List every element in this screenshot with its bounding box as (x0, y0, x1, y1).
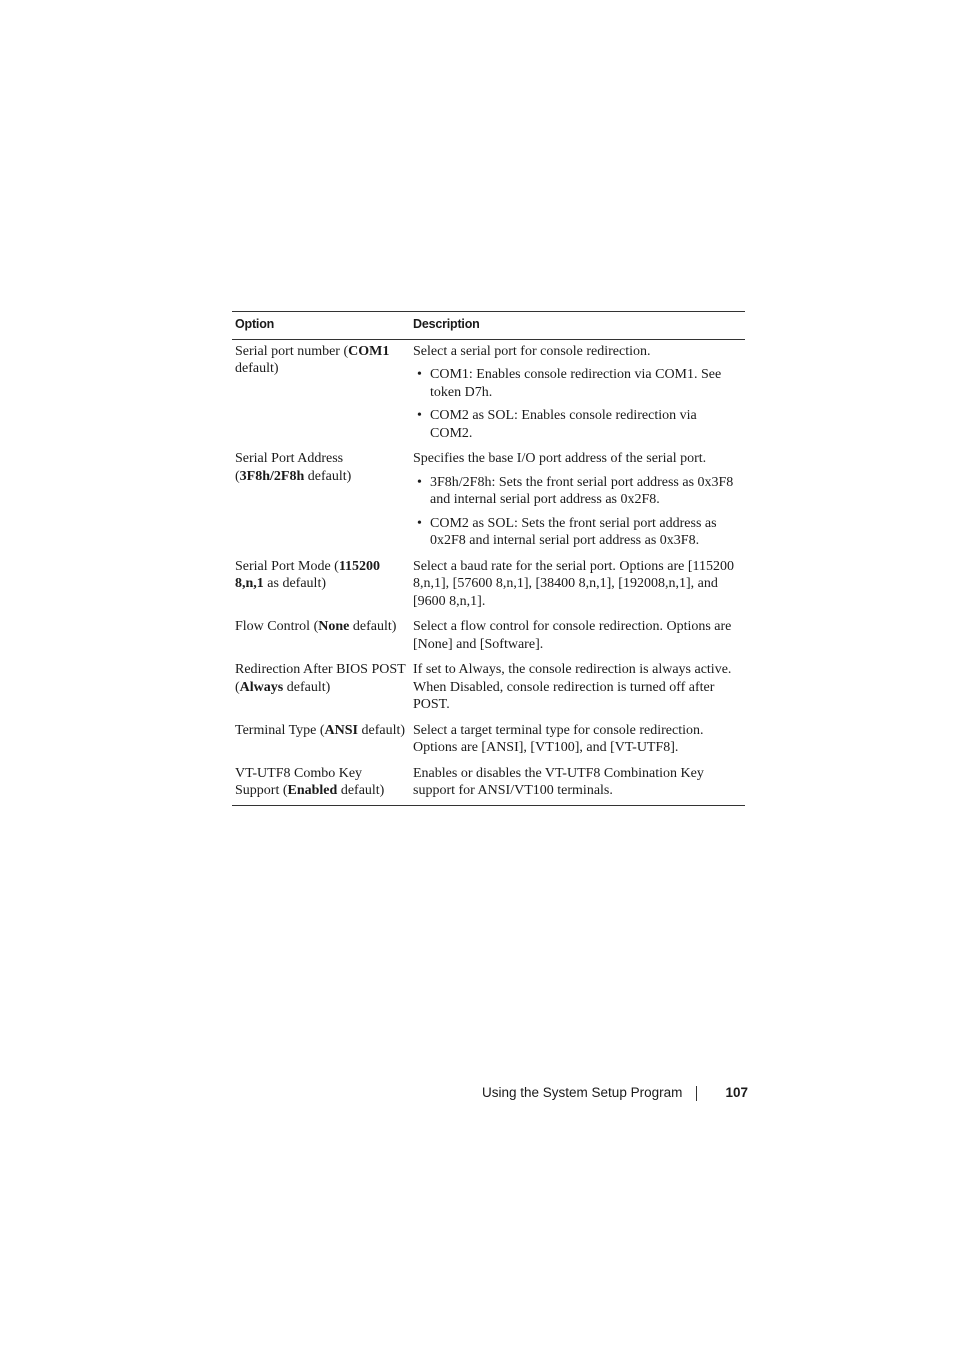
option-default-value: ANSI (324, 722, 358, 738)
option-cell (232, 659, 410, 720)
option-default-suffix: default) (283, 679, 331, 695)
options-table-container (232, 311, 745, 806)
table-row (232, 720, 745, 763)
option-cell (232, 556, 410, 617)
bullet-text: 3F8h/2F8h: Sets the front serial port address as 0x3F8 and internal serial port address as 0x2F8. (430, 474, 734, 507)
bullet-text: COM2 as SOL: Enables console redirection via COM2. (430, 408, 697, 441)
table-row (232, 763, 745, 806)
footer-separator (696, 1086, 697, 1101)
option-cell (232, 616, 410, 659)
option-cell (232, 339, 410, 448)
option-default-suffix: default) (337, 783, 385, 798)
table-header-row (232, 312, 745, 340)
description-cell (410, 448, 745, 556)
table-row (232, 448, 745, 556)
description-cell (410, 763, 745, 806)
bullet-icon: • (417, 408, 422, 423)
description-text: Select a serial port for console redirection. (413, 343, 651, 359)
description-text: Specifies the base I/O port address of the serial port. (413, 451, 707, 466)
bullet-text: COM2 as SOL: Sets the front serial port address as 0x2F8 and internal serial port address as 0x3F8. (430, 515, 717, 548)
description-cell (410, 616, 745, 659)
option-name: Serial port number ( (235, 343, 349, 359)
table-row (232, 339, 745, 448)
description-text: Enables or disables the VT-UTF8 Combination Key support for ANSI/VT100 terminals. (413, 765, 704, 798)
description-text: Select a baud rate for the serial port. Options are [115200 8,n,1], [57600 8,n,1], [38400 8,n,1], [192008,n,1], and [9600 8,n,1]. (413, 558, 734, 609)
page-footer (482, 1083, 748, 1103)
option-default-value: 3F8h/2F8h (239, 468, 305, 484)
option-name: Redirection After BIOS POST ( (235, 662, 406, 695)
option-name: Serial Port Address ( (235, 451, 344, 484)
option-default-suffix: default) (349, 619, 397, 634)
options-table (232, 311, 745, 806)
bullet-icon: • (417, 474, 422, 490)
table-row (232, 556, 745, 617)
option-cell (232, 720, 410, 763)
bullet-text: COM1: Enables console redirection via COM1. See token D7h. (430, 367, 722, 400)
option-default-value: None (318, 619, 350, 634)
description-cell (410, 659, 745, 720)
list-item (413, 474, 742, 509)
bullet-icon: • (417, 515, 422, 531)
header-option: Option (232, 312, 410, 340)
option-name: VT-UTF8 Combo Key Support ( (235, 765, 363, 798)
bullet-icon: • (417, 367, 422, 382)
table-row (232, 659, 745, 720)
description-cell (410, 339, 745, 448)
option-name: Flow Control ( (235, 619, 319, 634)
description-text: Select a flow control for console redirection. Options are [None] and [Software]. (413, 619, 732, 652)
description-bullet-list (413, 366, 742, 442)
option-cell (232, 763, 410, 806)
description-cell (410, 556, 745, 617)
table-row (232, 616, 745, 659)
option-default-suffix: as default) (263, 576, 326, 591)
option-cell (232, 448, 410, 556)
option-default-suffix: default) (235, 361, 279, 376)
option-default-value: Enabled (287, 783, 338, 798)
footer-title: Using the System Setup Program (482, 1085, 683, 1100)
option-default-value: Always (239, 679, 284, 695)
option-name: Serial Port Mode ( (235, 558, 339, 574)
description-text: If set to Always, the console redirection is always active. When Disabled, console redirection is turned off after POST. (413, 662, 732, 712)
header-description: Description (410, 312, 745, 340)
description-cell (410, 720, 745, 763)
description-bullet-list (413, 474, 742, 550)
option-default-value: 115200 8,n,1 (235, 558, 381, 591)
list-item (413, 515, 742, 550)
option-name: Terminal Type ( (235, 722, 325, 738)
list-item (413, 366, 742, 401)
option-default-suffix: default) (358, 722, 406, 738)
description-text: Select a target terminal type for console redirection. Options are [ANSI], [VT100], and [VT-UTF8]. (413, 722, 704, 755)
option-default-suffix: default) (304, 468, 352, 484)
list-item (413, 407, 742, 442)
table-body (232, 339, 745, 805)
page-number: 107 (725, 1085, 748, 1100)
option-default-value: COM1 (348, 343, 390, 359)
